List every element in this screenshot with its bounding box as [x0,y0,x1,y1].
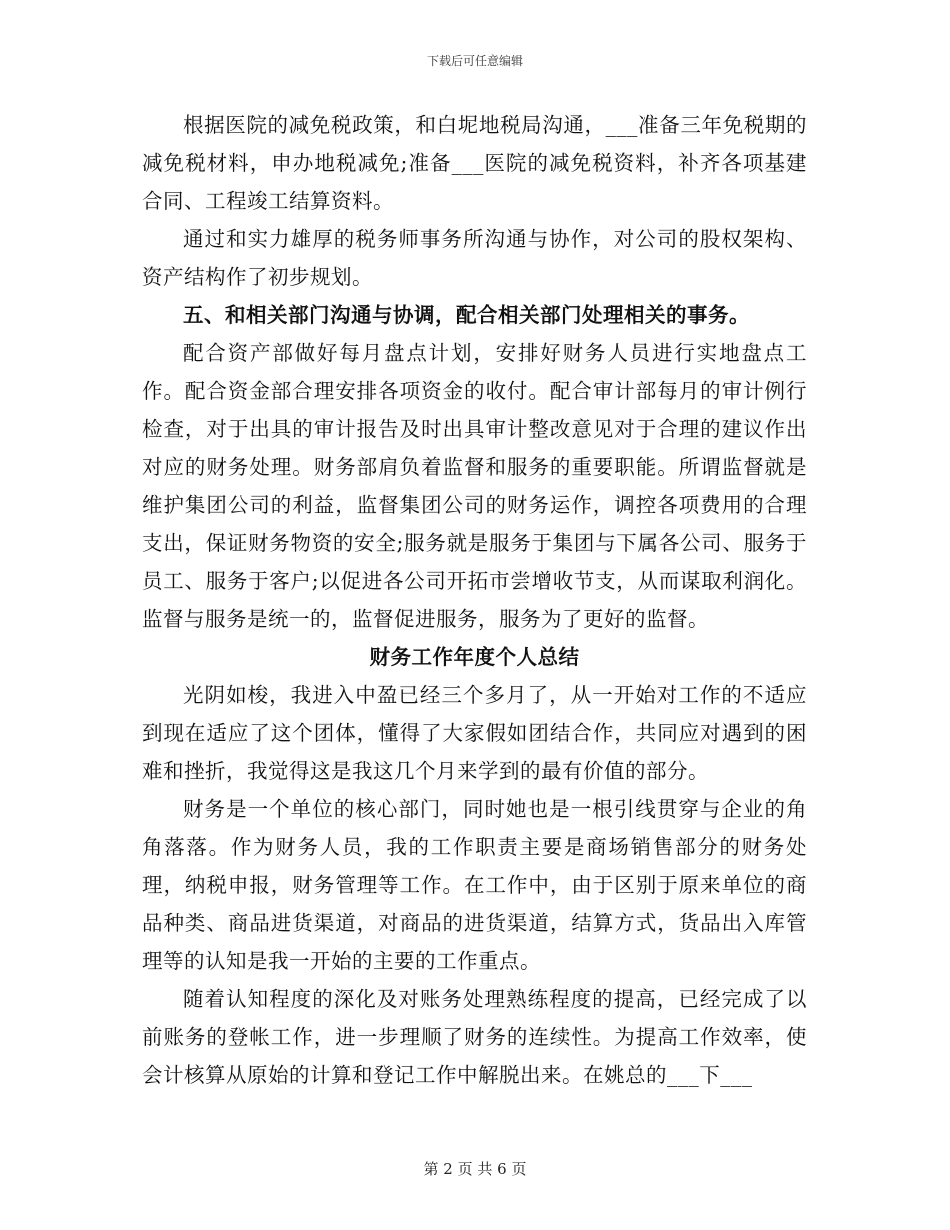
page-header: 下载后可任意编辑 [426,54,523,68]
document-body [142,106,807,1094]
paragraph-progress: 随着认知程度的深化及对账务处理熟练程度的提高，已经完成了以前账务的登帐工作，进一步理顺了财务的连续性。为提高工作效率，使会计核算从原始的计算和登记工作中解脱出来。在姚总的___下___ [142,987,807,1087]
paragraph-department-coordination: 配合资产部做好每月盘点计划，安排好财务人员进行实地盘点工作。配合资金部合理安排各项资金的收付。配合审计部每月的审计例行检查，对于出具的审计报告及时出具审计整改意见对于合理的建议作出对应的财务处理。财务部肩负着监督和服务的重要职能。所谓监督就是维护集团公司的利益，监督集团公司的财务运作，调控各项费用的合理支出，保证财务物资的安全;服务就是服务于集团与下属各公司、服务于员工、服务于客户;以促进各公司开拓市尝增收节支，从而谋取利润化。监督与服务是统一的，监督促进服务，服务为了更好的监督。 [142,341,807,631]
document-title: 财务工作年度个人总结 [369,645,580,669]
paragraph-finance-role: 财务是一个单位的核心部门，同时她也是一根引线贯穿与企业的角角落落。作为财务人员，我的工作职责主要是商场销售部分的财务处理，纳税申报，财务管理等工作。在工作中，由于区别于原来单位的商品种类、商品进货渠道，对商品的进货渠道，结算方式，货品出入库管理等的认知是我一开始的主要的工作重点。 [142,797,807,973]
page-number-footer: 第 2 页 共 6 页 [423,1160,527,1178]
section-heading-coordination: 五、和相关部门沟通与协调，配合相关部门处理相关的事务。 [183,303,750,327]
paragraph-tax-exemption: 根据医院的减免税政策，和白坭地税局沟通，___准备三年免税期的减免税材料，申办地税减免;准备___医院的减免税资料，补齐各项基建合同、工程竣工结算资料。 [142,113,807,213]
paragraph-intro: 光阴如梭，我进入中盈已经三个多月了，从一开始对工作的不适应到现在适应了这个团体，懂得了大家假如团结合作，共同应对遇到的困难和挫折，我觉得这是我这几个月来学到的最有价值的部分。 [142,683,807,783]
paragraph-tax-planning: 通过和实力雄厚的税务师事务所沟通与协作，对公司的股权架构、资产结构作了初步规划。 [142,227,807,289]
